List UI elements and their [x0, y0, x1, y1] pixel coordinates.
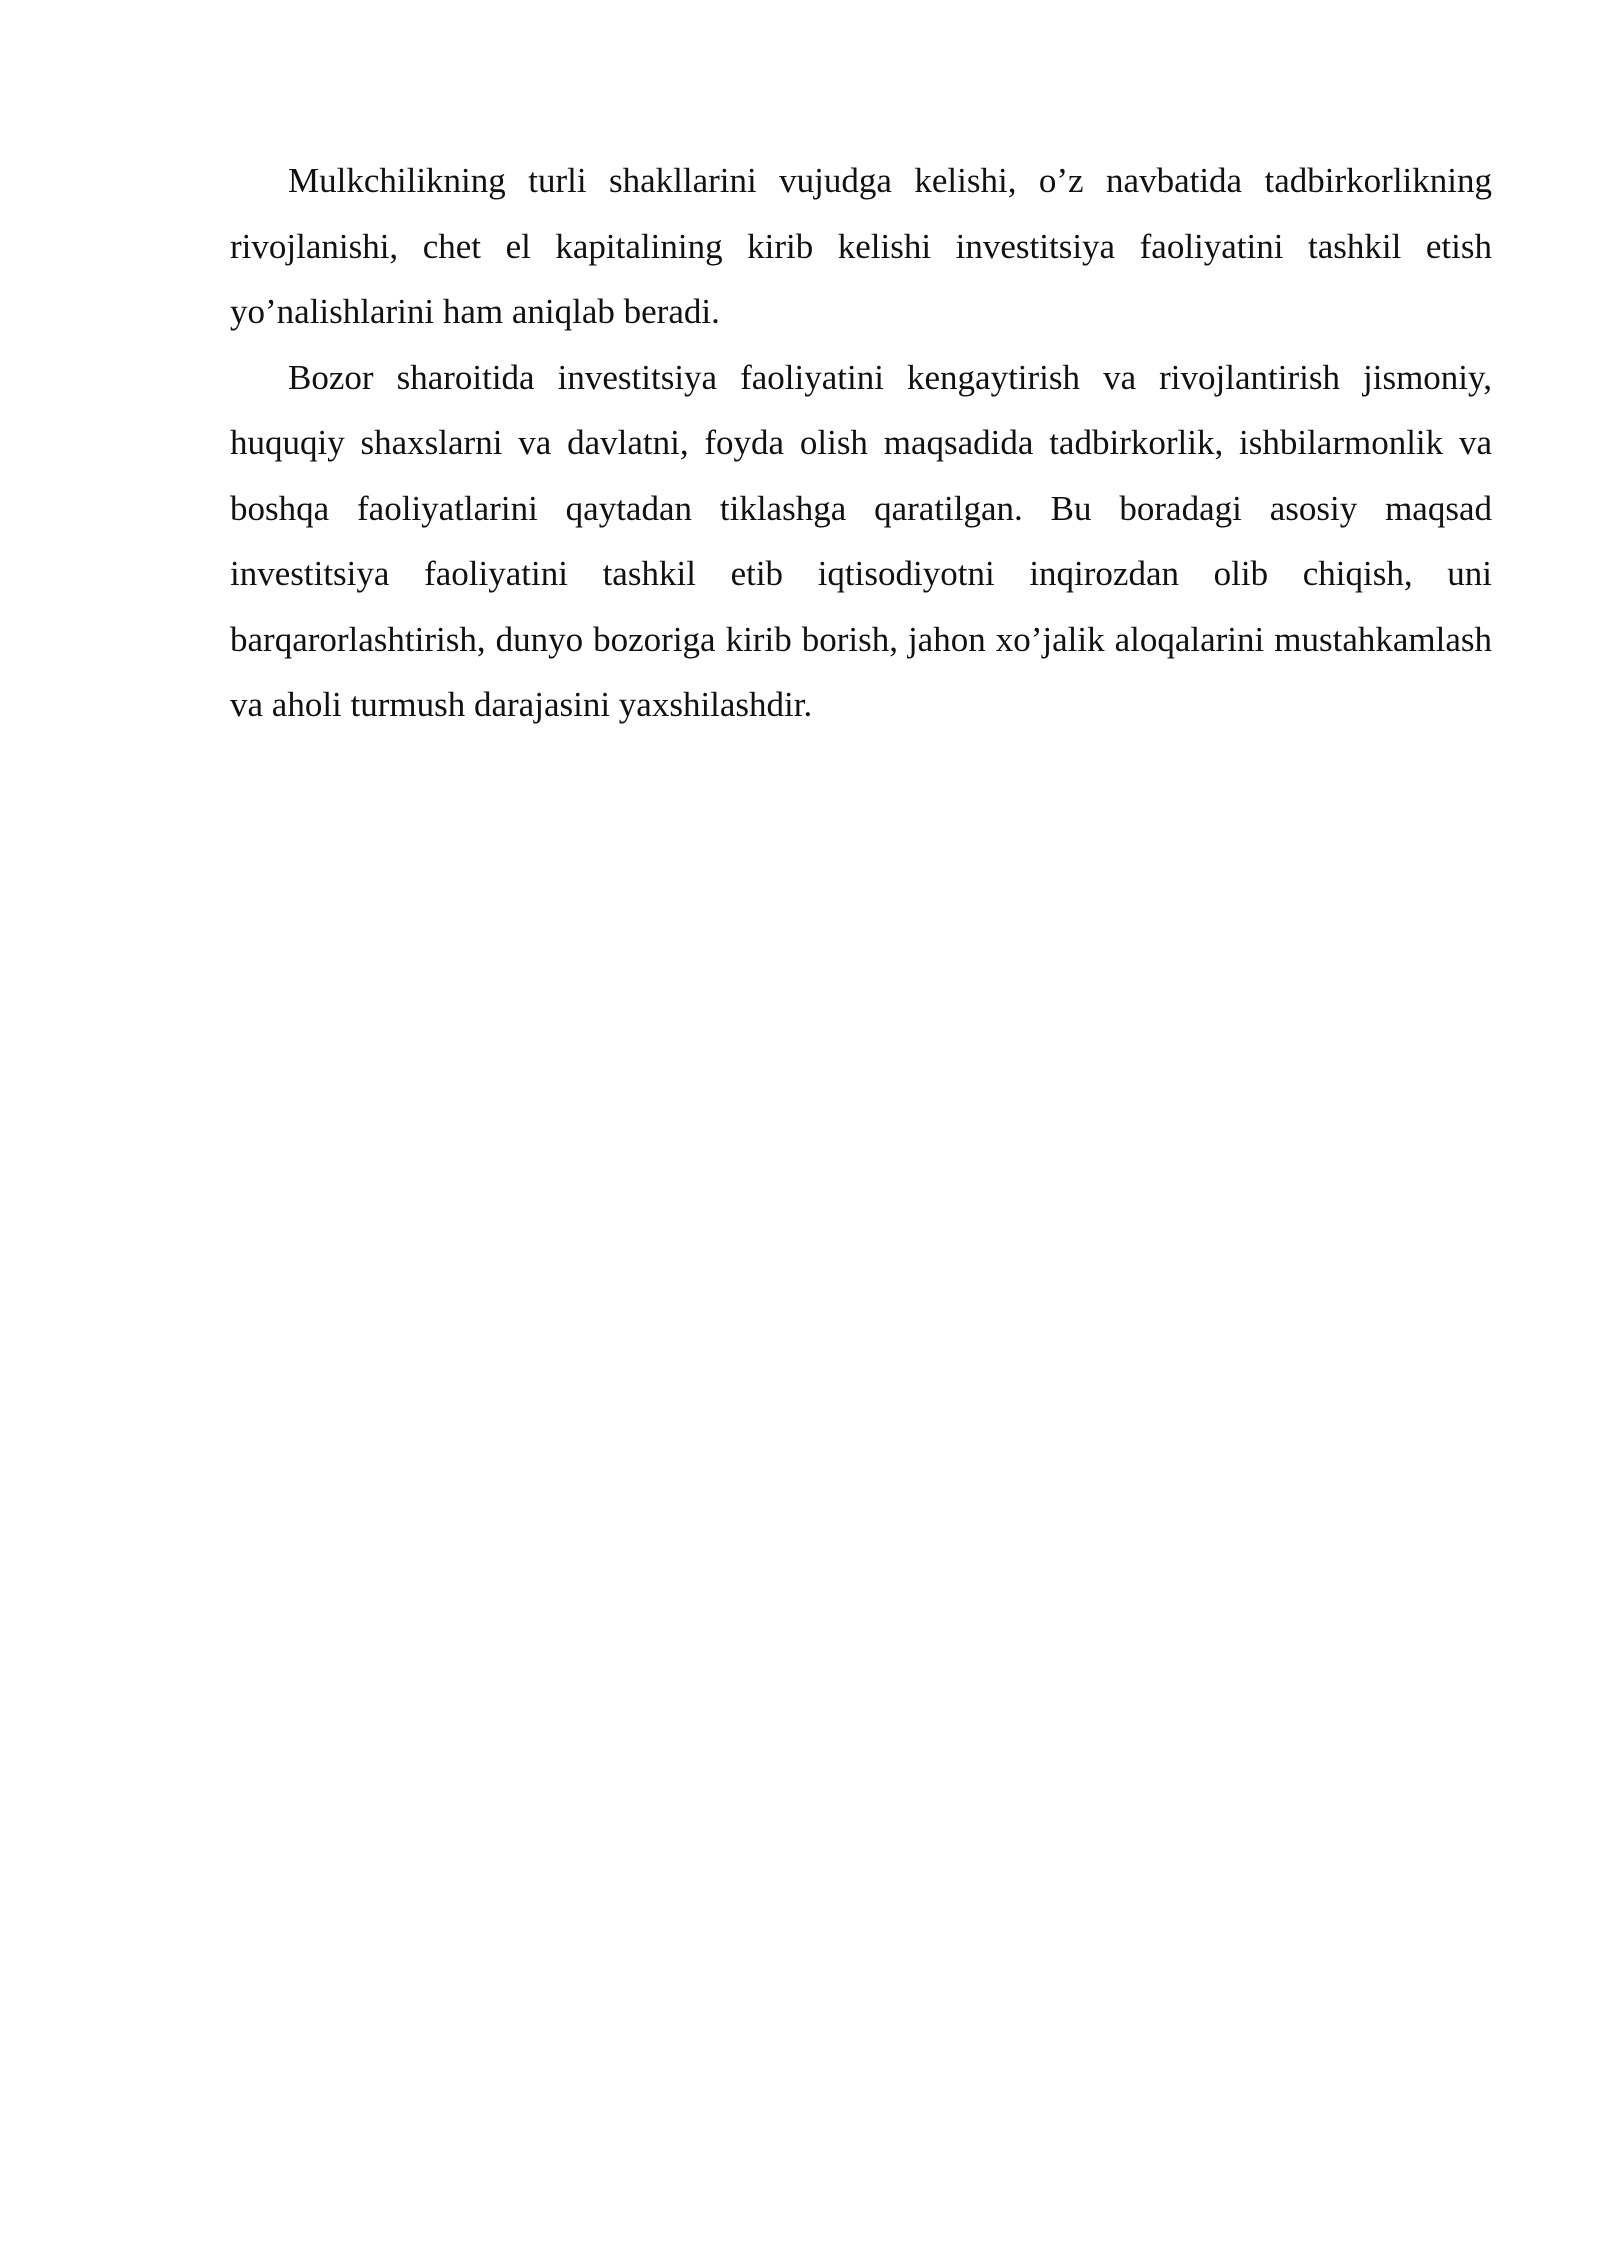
paragraph-ownership-forms: Mulkchilikning turli shakllarini vujudga kelishi, o’z navbatida tadbirkorlikning rivojlanishi, chet el kapitalining kirib kelishi investitsiya faoliyatini tashkil etish yo’nalishlarini ham aniqlab beradi.: [230, 161, 1492, 331]
document-body: [230, 148, 1492, 738]
paragraph-investment-activity: Bozor sharoitida investitsiya faoliyatini kengaytirish va rivojlantirish jismoniy, huquqiy shaxslarni va davlatni, foyda olish maqsadida tadbirkorlik, ishbilarmonlik va boshqa faoliyatlarini qaytadan tiklashga qaratilgan. Bu boradagi asosiy maqsad investitsiya faoliyatini tashkil etib iqtisodiyotni inqirozdan olib chiqish, uni barqarorlashtirish, dunyo bozoriga kirib borish, jahon xo’jalik aloqalarini mustahkamlash va aholi turmush darajasini yaxshilashdir.: [230, 357, 1492, 724]
